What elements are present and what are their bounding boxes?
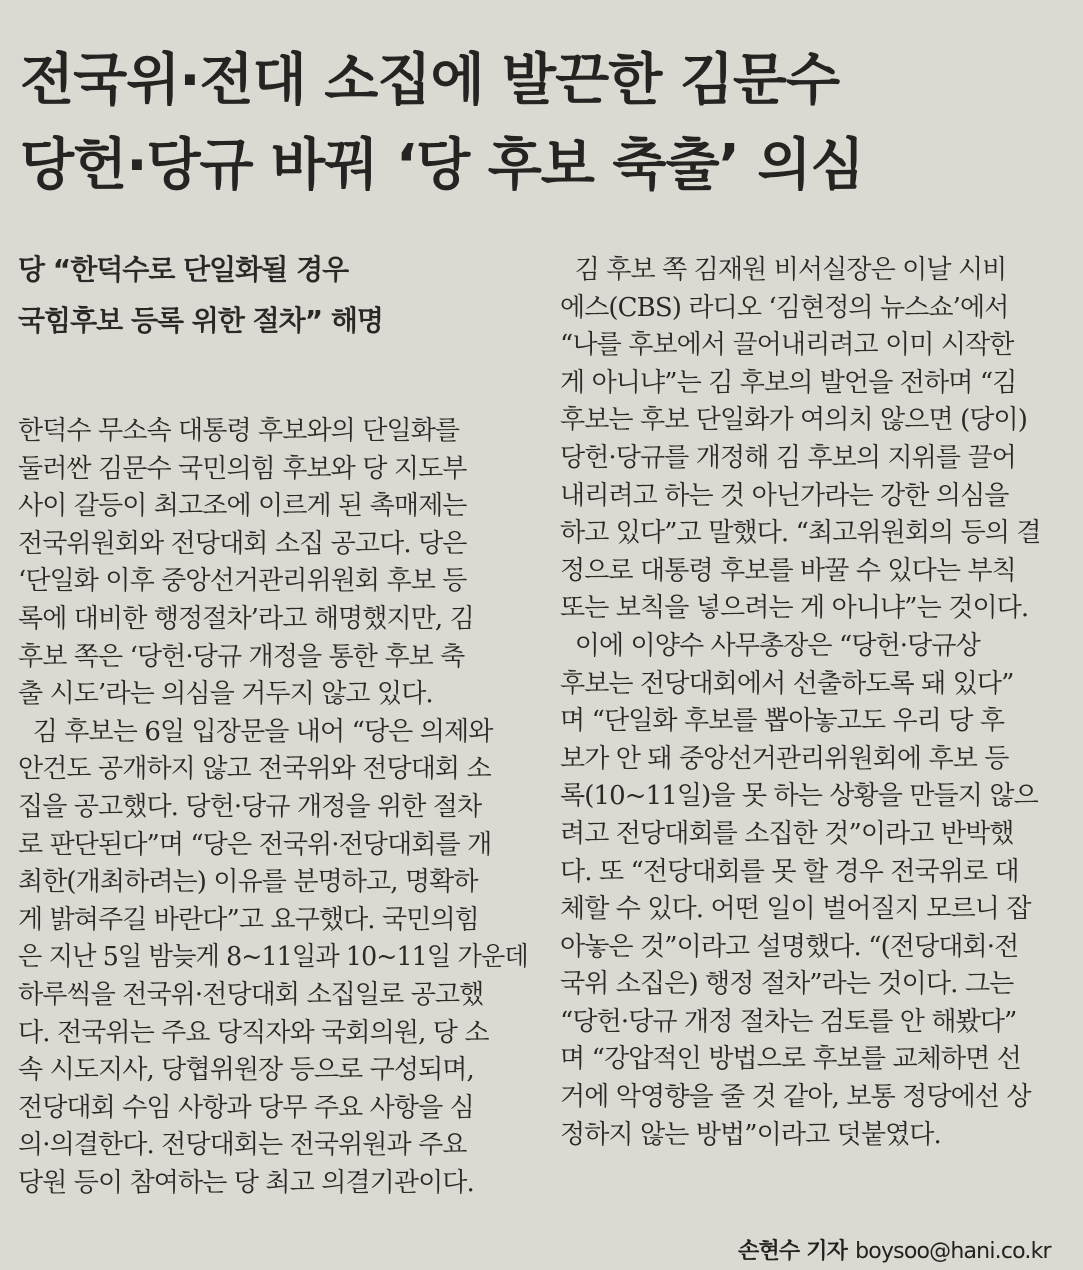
- article-left-column: [18, 413, 528, 1202]
- article-text-line: 속 시도지사, 당협위원장 등으로 구성되며,: [18, 1055, 474, 1086]
- article-text-line: ‘단일화 이후 중앙선거관리위원회 후보 등: [18, 566, 467, 597]
- article-text-line: 당원 등이 참여하는 당 최고 의결기관이다.: [18, 1167, 474, 1198]
- article-text-line: 이에 이양수 사무총장은 “당헌·당규상: [560, 630, 980, 661]
- article-text-line: 사이 갈등이 최고조에 이르게 된 촉매제는: [18, 491, 467, 522]
- article-text-line: 체할 수 있다. 어떤 일이 벌어질지 모르니 잡: [560, 894, 1031, 925]
- article-text-line: “나를 후보에서 끌어내리려고 이미 시작한: [560, 330, 1014, 361]
- subheadline: [18, 244, 538, 346]
- headline-line-1: 전국위·전대 소집에 발끈한 김문수: [20, 48, 840, 113]
- article-text-line: 전국위원회와 전당대회 소집 공고다. 당은: [18, 528, 467, 559]
- article-right-column: [560, 252, 1070, 1154]
- article-text-line: 에스(CBS) 라디오 ‘김현정의 뉴스쇼’에서: [560, 292, 1009, 323]
- article-text-line: 후보는 후보 단일화가 여의치 않으면 (당이): [560, 405, 1027, 436]
- article-text-line: 하루씩을 전국위·전당대회 소집일로 공고했: [18, 979, 484, 1010]
- article-text-line: 둘러싼 김문수 국민의힘 후보와 당 지도부: [18, 453, 467, 484]
- article-text-line: 내리려고 하는 것 아닌가라는 강한 의심을: [560, 480, 1009, 511]
- article-text-line: 한덕수 무소속 대통령 후보와의 단일화를: [18, 416, 460, 446]
- subheadline-line-1: 당 “한덕수로 단일화될 경우: [18, 253, 349, 286]
- article-text-line: 며 “단일화 후보를 뽑아놓고도 우리 당 후: [560, 706, 1005, 737]
- headline: [20, 38, 864, 208]
- article-text-line: 김 후보는 6일 입장문을 내어 “당은 의제와: [18, 716, 493, 747]
- article-text-line: 또는 보칙을 넣으려는 게 아니냐”는 것이다.: [560, 593, 1029, 624]
- article-text-line: 아놓은 것”이라고 설명했다. “(전당대회·전: [560, 931, 1019, 962]
- headline-line-2: 당헌·당규 바꿔 ‘당 후보 축출’ 의심: [20, 133, 864, 198]
- article-text-line: 게 밝혀주길 바란다”고 요구했다. 국민의힘: [18, 904, 479, 935]
- article-text-line: 안건도 공개하지 않고 전국위와 전당대회 소: [18, 754, 491, 785]
- article-text-line: 후보 쪽은 ‘당헌·당규 개정을 통한 후보 축: [18, 641, 465, 672]
- reporter-name: 손현수 기자: [738, 1239, 848, 1264]
- article-text-line: 출 시도’라는 의심을 거두지 않고 있다.: [18, 679, 433, 710]
- article-text-line: 정하지 않는 방법”이라고 덧붙였다.: [560, 1119, 941, 1150]
- article-text-line: 록(10~11일)을 못 하는 상황을 만들지 않으: [560, 781, 1038, 812]
- article-text-line: 정으로 대통령 후보를 바꿀 수 있다는 부칙: [560, 555, 1016, 586]
- article-text-line: 의·의결한다. 전당대회는 전국위원과 주요: [18, 1130, 467, 1161]
- article-text-line: 려고 전당대회를 소집한 것”이라고 반박했: [560, 818, 1014, 849]
- article-text-line: 게 아니냐”는 김 후보의 발언을 전하며 “김: [560, 367, 1017, 398]
- byline: [738, 1234, 1051, 1265]
- article-text-line: 김 후보 쪽 김재원 비서실장은 이날 시비: [560, 255, 1007, 285]
- article-text-line: 은 지난 5일 밤늦게 8~11일과 10~11일 가운데: [18, 942, 528, 973]
- article-text-line: 며 “강압적인 방법으로 후보를 교체하면 선: [560, 1044, 1021, 1075]
- article-text-line: 국위 소집은) 행정 절차”라는 것이다. 그는: [560, 969, 1014, 1000]
- article-text-line: 록에 대비한 행정절차’라고 해명했지만, 김: [18, 603, 474, 634]
- subheadline-line-2: 국힘후보 등록 위한 절차” 해명: [18, 304, 383, 337]
- article-text-line: 로 판단된다”며 “당은 전국위·전당대회를 개: [18, 829, 492, 860]
- article-text-line: 하고 있다”고 말했다. “최고위원회의 등의 결: [560, 518, 1041, 549]
- article-text-line: 다. 또 “전당대회를 못 할 경우 전국위로 대: [560, 856, 1019, 887]
- article-text-line: 후보는 전당대회에서 선출하도록 돼 있다”: [560, 668, 1014, 699]
- article-text-line: 최한(개최하려는) 이유를 분명하고, 명확하: [18, 867, 478, 898]
- article-text-line: 전당대회 수임 사항과 당무 주요 사항을 심: [18, 1092, 474, 1123]
- article-text-line: 보가 안 돼 중앙선거관리위원회에 후보 등: [560, 743, 1009, 774]
- article-text-line: “당헌·당규 개정 절차는 검토를 안 해봤다”: [560, 1006, 1017, 1037]
- reporter-email: boysoo@hani.co.kr: [855, 1239, 1051, 1264]
- article-text-line: 당헌·당규를 개정해 김 후보의 지위를 끌어: [560, 442, 1016, 473]
- article-text-line: 다. 전국위는 주요 당직자와 국회의원, 당 소: [18, 1017, 489, 1048]
- article-text-line: 거에 악영향을 줄 것 같아, 보통 정당에선 상: [560, 1082, 1031, 1113]
- article-text-line: 집을 공고했다. 당헌·당규 개정을 위한 절차: [18, 791, 482, 822]
